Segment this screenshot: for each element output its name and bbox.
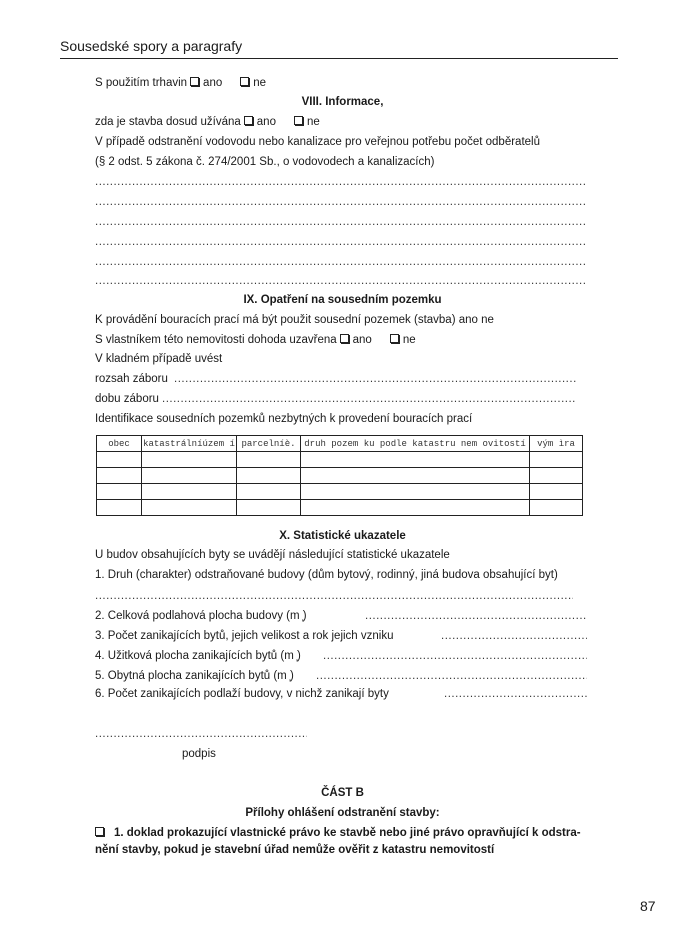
header-cell: katastrálníúzem í	[142, 436, 237, 452]
header-cell: obec	[97, 436, 142, 452]
signature-line	[95, 727, 307, 741]
table-cell[interactable]	[142, 500, 237, 516]
checkbox-icon[interactable]	[244, 116, 253, 125]
attachment-item-1: 1. doklad prokazující vlastnické právo ke stavbě nebo jiné právo opravňující k odstra-	[95, 826, 581, 840]
dotted-line	[95, 235, 587, 249]
dotted-line	[95, 175, 587, 189]
dotted-line	[95, 274, 587, 288]
stat-1: 1. Druh (charakter) odstraňované budovy (dům bytový, rodinný, jiná budova obsahující byt)	[95, 569, 558, 581]
table-cell[interactable]	[301, 452, 530, 468]
dotted-line	[95, 589, 573, 603]
table-cell[interactable]	[530, 452, 583, 468]
checkbox-icon[interactable]	[240, 77, 249, 86]
line-vodovod: V případě odstranění vodovodu nebo kanalizace pro veřejnou potřebu počet odběratelů	[95, 136, 540, 148]
table-row	[97, 468, 583, 484]
line-identifikace: Identifikace sousedních pozemků nezbytných k provedení bouracích prací	[95, 413, 473, 425]
section-heading-ix: IX. Opatření na sousedním pozemku	[243, 294, 442, 306]
table-cell[interactable]	[301, 484, 530, 500]
section-heading-x: X. Statistické ukazatele	[279, 530, 406, 542]
table-cell[interactable]	[97, 484, 142, 500]
header-cell: druh pozem ku podle katastru nem ovitostí	[301, 436, 530, 452]
line-zakon: (§ 2 odst. 5 zákona č. 274/2001 Sb., o vodovodech a kanalizacích)	[95, 156, 435, 168]
table-cell[interactable]	[97, 500, 142, 516]
stat-6: 6. Počet zanikajících podlaží budovy, v nichž zanikají byty	[95, 688, 389, 700]
table-row	[97, 452, 583, 468]
line-uzivana: zda je stavba dosud užívána ano ne	[95, 116, 320, 128]
line-rozsah: rozsah záboru	[95, 373, 168, 385]
attachment-item-1-cont: nění stavby, pokud je stavební úřad nemůže ověřit z katastru nemovitostí	[95, 844, 495, 856]
table-cell[interactable]	[530, 484, 583, 500]
stat-2: 2. Celková podlahová plocha budovy (m ̦)	[95, 610, 307, 622]
dotted-line	[95, 215, 587, 229]
table-cell[interactable]	[97, 468, 142, 484]
table-cell[interactable]	[301, 468, 530, 484]
line-trhavin: S použitím trhavin ano ne	[95, 77, 267, 89]
table-cell[interactable]	[301, 500, 530, 516]
table-cell[interactable]	[142, 468, 237, 484]
section-heading-viii: VIII. Informace,	[301, 96, 384, 108]
dotted-line	[95, 255, 587, 269]
stat-5: 5. Obytná plocha zanikajících bytů (m ̦)	[95, 670, 294, 682]
dotted-line	[95, 195, 587, 209]
table-cell[interactable]	[530, 500, 583, 516]
dotted-line	[365, 609, 587, 623]
checkbox-icon[interactable]	[390, 334, 399, 343]
checkbox-icon[interactable]	[95, 827, 104, 836]
line-bourani: K provádění bouracích prací má být použit sousední pozemek (stavba) ano ne	[95, 314, 494, 326]
checkbox-icon[interactable]	[190, 77, 199, 86]
table-cell[interactable]	[237, 500, 301, 516]
signature-label: podpis	[182, 748, 216, 760]
dotted-line	[444, 687, 587, 701]
running-header: Sousedské spory a paragrafy	[60, 38, 243, 54]
table-cell[interactable]	[530, 468, 583, 484]
line-kladnem: V kladném případě uvést	[95, 353, 223, 365]
dotted-line	[174, 372, 576, 386]
page-number: 87	[640, 898, 656, 914]
dotted-line	[441, 629, 587, 643]
dotted-line	[323, 649, 587, 663]
line-dohoda: S vlastníkem této nemovitosti dohoda uzavřena ano ne	[95, 334, 416, 346]
checkbox-icon[interactable]	[294, 116, 303, 125]
line-budovy: U budov obsahujících byty se uvádějí následující statistické ukazatele	[95, 549, 450, 561]
stat-3: 3. Počet zanikajících bytů, jejich velikost a rok jejich vzniku	[95, 630, 394, 642]
checkbox-icon[interactable]	[340, 334, 349, 343]
parcel-table	[96, 435, 583, 516]
header-cell: parcelníè.	[237, 436, 301, 452]
table-cell[interactable]	[97, 452, 142, 468]
part-b-heading: ČÁST B	[321, 787, 364, 799]
table-cell[interactable]	[237, 452, 301, 468]
table-row	[97, 500, 583, 516]
table-row	[97, 484, 583, 500]
line-doba: dobu záboru	[95, 393, 159, 405]
table-cell[interactable]	[142, 484, 237, 500]
table-cell[interactable]	[142, 452, 237, 468]
table-header-row	[97, 436, 583, 452]
stat-4: 4. Užitková plocha zanikajících bytů (m ̦)	[95, 650, 301, 662]
table-cell[interactable]	[237, 484, 301, 500]
table-cell[interactable]	[237, 468, 301, 484]
header-cell: vým ìra	[530, 436, 583, 452]
attachments-heading: Přílohy ohlášení odstranění stavby:	[245, 807, 440, 819]
dotted-line	[162, 392, 576, 406]
header-rule	[60, 58, 618, 59]
dotted-line	[316, 669, 587, 683]
